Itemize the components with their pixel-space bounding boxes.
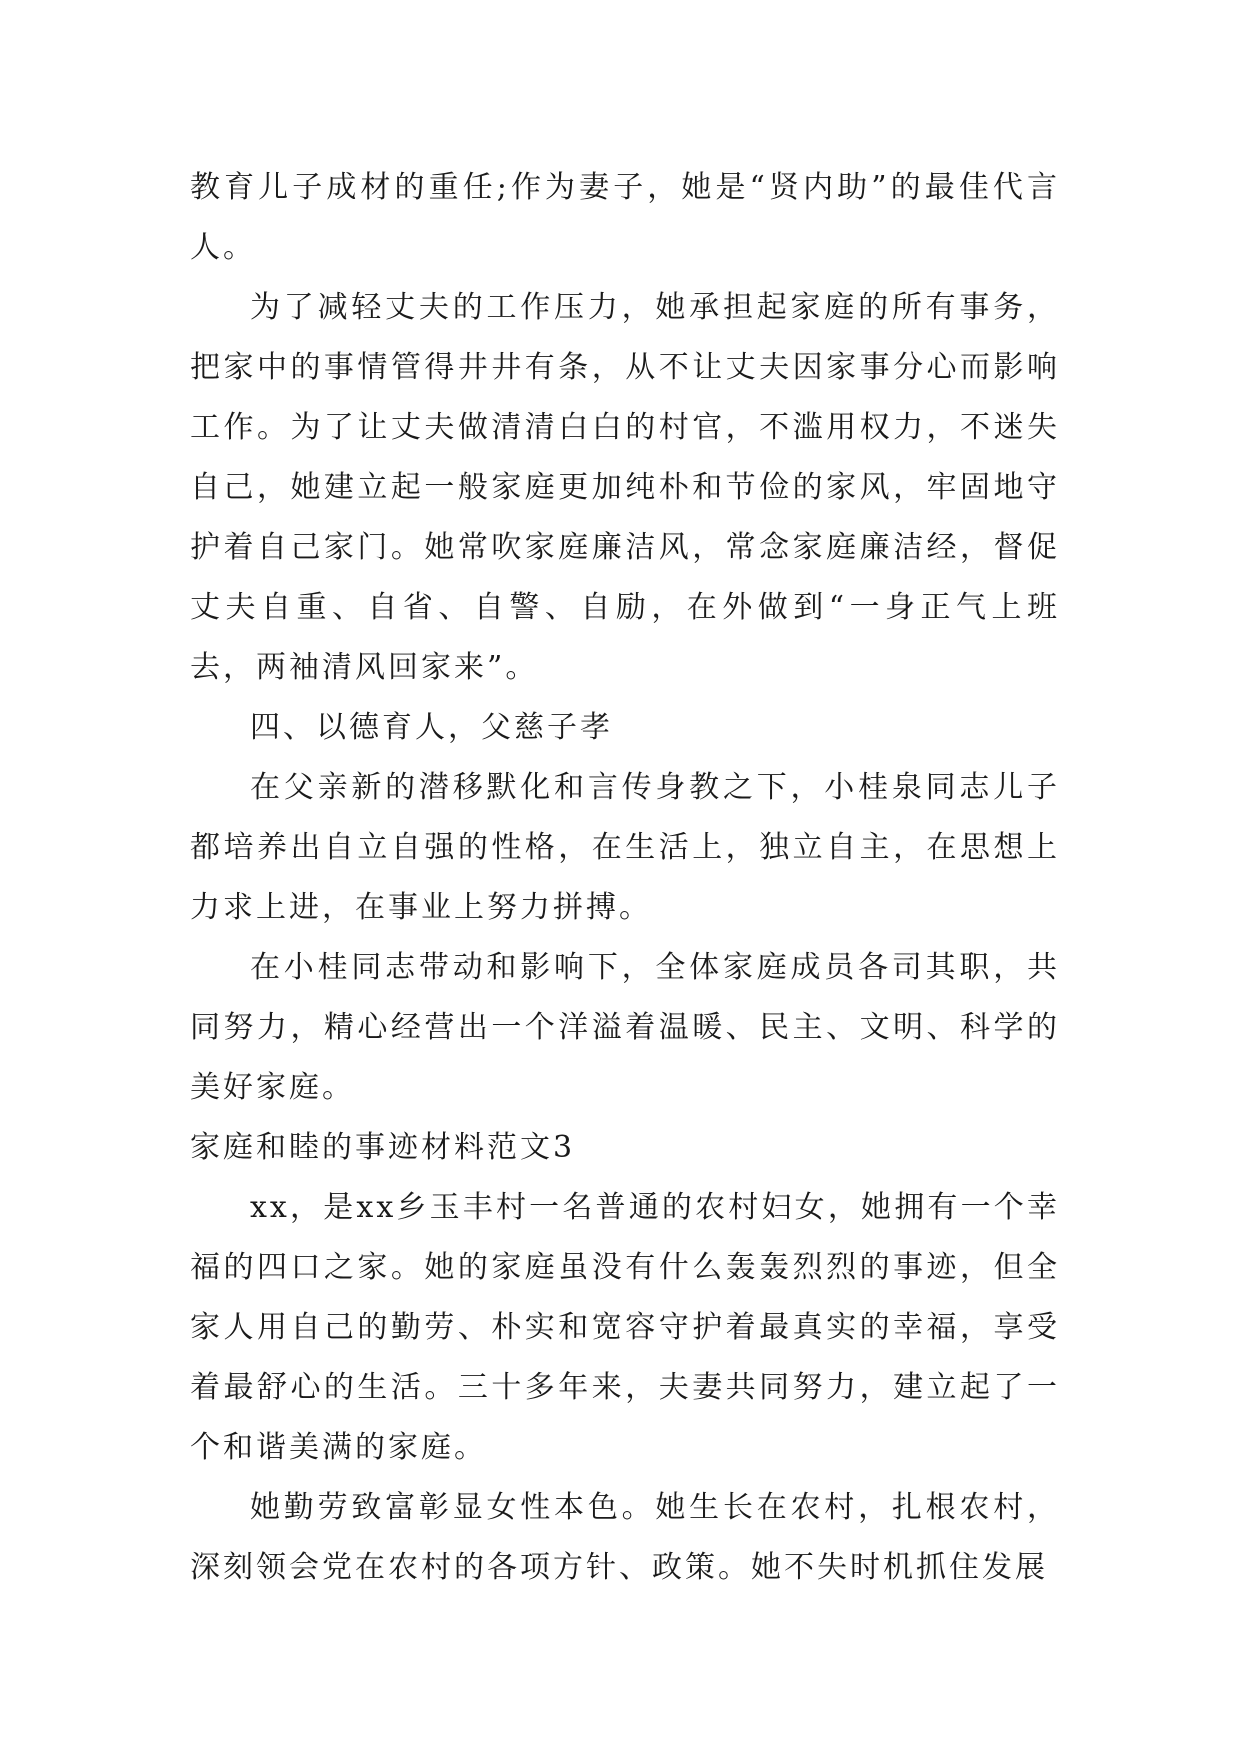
paragraph-hardworking: 她勤劳致富彰显女性本色。她生长在农村，扎根农村，深刻领会党在农村的各项方针、政策。她不失时机抓住发展 xyxy=(190,1490,1060,1585)
document-body xyxy=(190,158,1060,1598)
article-title-sample-3: 家庭和睦的事迹材料范文3 xyxy=(190,1130,576,1165)
paragraph-family-intro: xx，是xx乡玉丰村一名普通的农村妇女，她拥有一个幸福的四口之家。她的家庭虽没有什么轰轰烈烈的事迹，但全家人用自己的勤劳、朴实和宽容守护着最真实的幸福，享受着最舒心的生活。三十多年来，夫妻共同努力，建立起了一个和谐美满的家庭。 xyxy=(190,1190,1060,1465)
paragraph-family-harmony: 在小桂同志带动和影响下，全体家庭成员各司其职，共同努力，精心经营出一个洋溢着温暖、民主、文明、科学的美好家庭。 xyxy=(190,950,1060,1105)
paragraph-son-upbringing: 在父亲新的潜移默化和言传身教之下，小桂泉同志儿子都培养出自立自强的性格，在生活上，独立自主，在思想上力求上进，在事业上努力拼搏。 xyxy=(190,770,1060,925)
section-heading-virtue: 四、以德育人，父慈子孝 xyxy=(250,710,613,745)
paragraph-intro-continuation: 教育儿子成材的重任;作为妻子，她是“贤内助”的最佳代言人。 xyxy=(190,170,1060,265)
paragraph-household-duties: 为了减轻丈夫的工作压力，她承担起家庭的所有事务，把家中的事情管得井井有条，从不让丈夫因家事分心而影响工作。为了让丈夫做清清白白的村官，不滥用权力，不迷失自己，她建立起一般家庭更加纯朴和节俭的家风，牢固地守护着自己家门。她常吹家庭廉洁风，常念家庭廉洁经，督促丈夫自重、自省、自警、自励，在外做到“一身正气上班去，两袖清风回家来”。 xyxy=(190,290,1060,685)
